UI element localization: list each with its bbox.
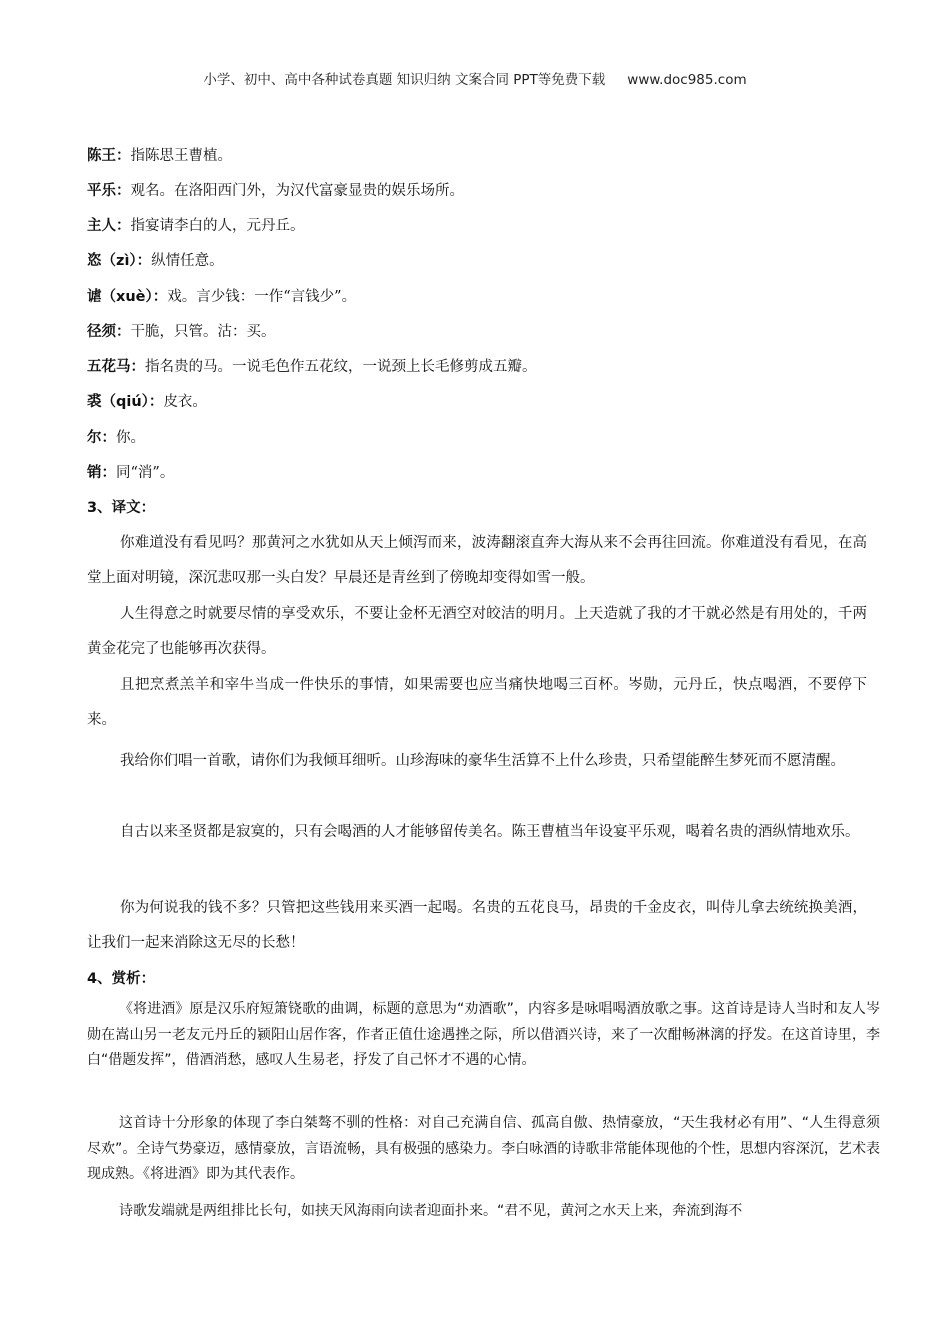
header-text: 小学、初中、高中各种试卷真题 知识归纳 文案合同 PPT等免费下载 [203,72,606,88]
translation-paragraph: 我给你们唱一首歌，请你们为我倾耳细听。山珍海味的豪华生活算不上什么珍贵，只希望能醉生梦死而不愿清醒。 [120,753,845,769]
translation-heading: 3、译文： [87,500,156,516]
analysis-paragraph: 这首诗十分形象的体现了李白桀骜不驯的性格：对自己充满自信、孤高自傲、热情豪放，“天生我材必有用”、“人生得意须尽欢”。全诗气势豪迈，感情豪放，言语流畅，具有极强的感染力。李白咏酒的诗歌非常能体现他的个性，思想内容深沉，艺术表现成熟。《将进酒》即为其代表作。 [87,1115,880,1182]
gloss-term: 径须： [87,324,131,340]
gloss-definition: 指宴请李白的人，元丹丘。 [130,218,305,234]
gloss-term: 尔： [87,430,116,446]
gloss-item [87,216,877,236]
gloss-definition: 纵情任意。 [151,253,224,269]
header-url[interactable]: www.doc985.com [627,72,747,88]
translation-paragraph: 人生得意之时就要尽情的享受欢乐，不要让金杯无酒空对皎洁的明月。上天造就了我的才干就必然是有用处的，千两黄金花完了也能够再次获得。 [87,606,867,657]
gloss-definition: 干脆，只管。沽：买。 [130,324,276,340]
gloss-term: 陈王： [87,148,131,164]
gloss-definition: 皮衣。 [163,394,207,410]
gloss-definition: 观名。在洛阳西门外，为汉代富豪显贵的娱乐场所。 [130,183,464,199]
gloss-item [87,392,877,412]
gloss-term: 五花马： [87,359,145,375]
gloss-item [87,181,877,201]
gloss-item [87,322,877,342]
translation-paragraph: 你为何说我的钱不多？只管把这些钱用来买酒一起喝。名贵的五花良马，昂贵的千金皮衣，叫侍儿拿去统统换美酒，让我们一起来消除这无尽的长愁！ [87,900,867,951]
analysis-paragraph: 《将进酒》原是汉乐府短箫铙歌的曲调，标题的意思为“劝酒歌”，内容多是咏唱喝酒放歌之事。这首诗是诗人当时和友人岑勋在嵩山另一老友元丹丘的颍阳山居作客，作者正值仕途遇挫之际，所以借酒兴诗，来了一次酣畅淋漓的抒发。在这首诗里，李白“借题发挥”，借酒消愁，感叹人生易老，抒发了自己怀才不遇的心情。 [87,1001,880,1068]
gloss-definition: 指陈思王曹植。 [130,148,232,164]
translation-paragraph: 你难道没有看见吗？那黄河之水犹如从天上倾泻而来，波涛翻滚直奔大海从来不会再往回流。你难道没有看见，在高堂上面对明镜，深沉悲叹那一头白发？早晨还是青丝到了傍晚却变得如雪一般。 [87,535,867,586]
gloss-definition: 戏。言少钱：一作“言钱少”。 [167,289,357,305]
page-header [0,68,950,88]
analysis-paragraph: 诗歌发端就是两组排比长句，如挟天风海雨向读者迎面扑来。“君不见，黄河之水天上来，奔流到海不 [119,1203,743,1219]
gloss-term: 谑（xuè）： [87,289,168,305]
gloss-definition: 你。 [116,430,145,446]
gloss-term: 销： [87,465,116,481]
translation-paragraph: 自古以来圣贤都是寂寞的，只有会喝酒的人才能够留传美名。陈王曹植当年设宴平乐观，喝着名贵的酒纵情地欢乐。 [120,824,860,840]
gloss-item [87,357,877,377]
gloss-item [87,428,877,448]
gloss-definition: 同“消”。 [116,465,175,481]
translation-paragraph: 且把烹煮羔羊和宰牛当成一件快乐的事情，如果需要也应当痛快地喝三百杯。岑勋，元丹丘，快点喝酒，不要停下来。 [87,677,867,728]
gloss-term: 平乐： [87,183,131,199]
gloss-term: 恣（zì）： [87,253,152,269]
gloss-item [87,463,877,483]
gloss-item [87,287,877,307]
gloss-term: 裘（qiú）： [87,394,164,410]
gloss-term: 主人： [87,218,131,234]
gloss-item [87,251,877,271]
gloss-item [87,146,877,166]
gloss-definition: 指名贵的马。一说毛色作五花纹，一说颈上长毛修剪成五瓣。 [145,359,537,375]
analysis-heading: 4、赏析： [87,971,156,987]
